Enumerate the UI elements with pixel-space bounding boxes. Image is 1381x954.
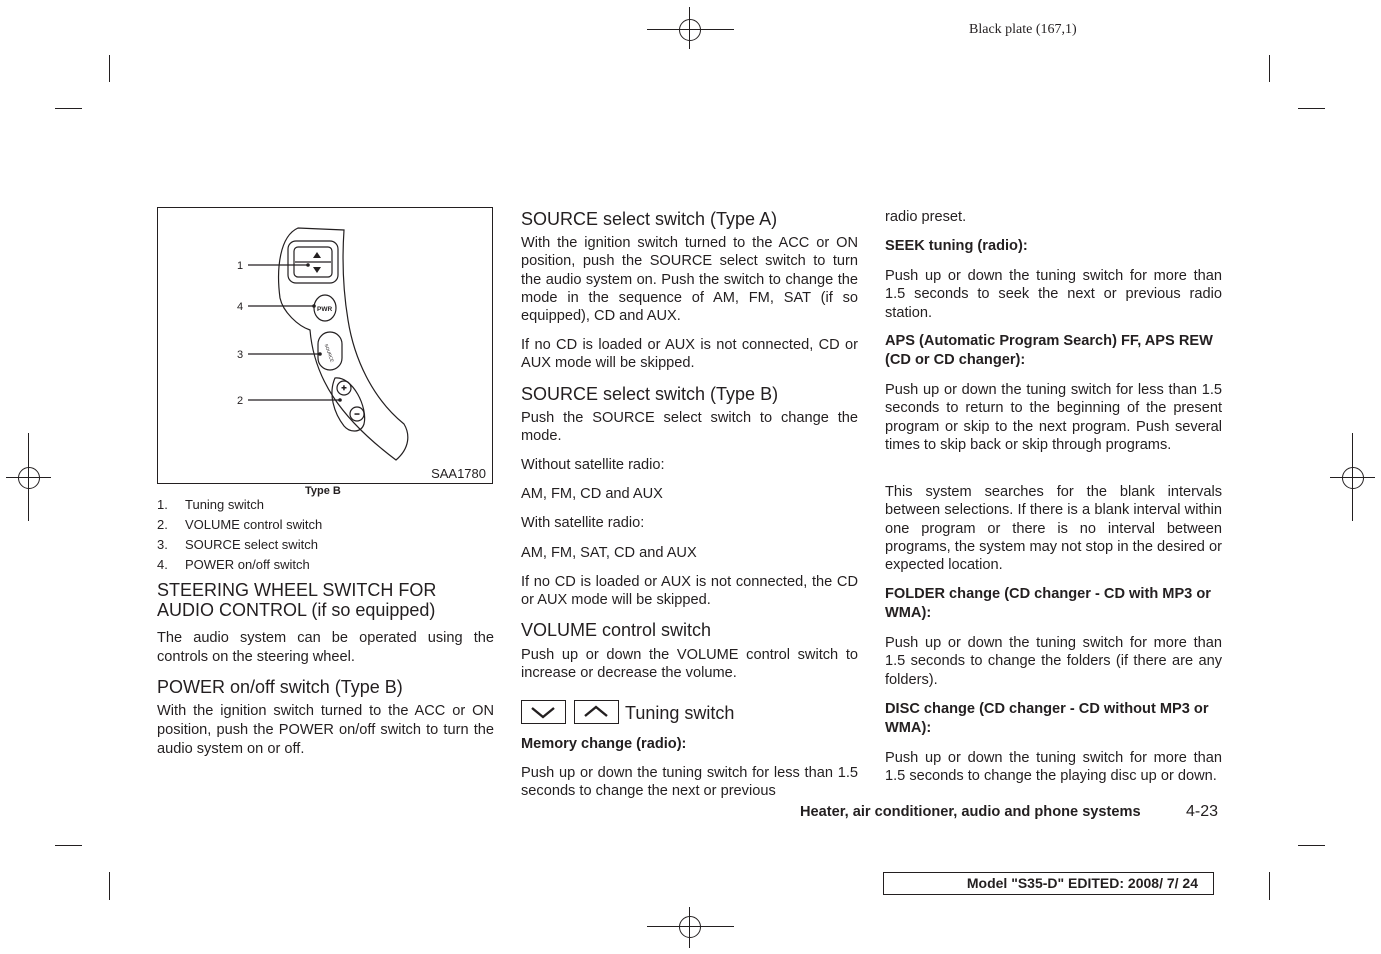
paragraph: AM, FM, CD and AUX — [521, 486, 663, 502]
list-item: 1. Tuning switch — [157, 497, 264, 512]
paragraph: If no CD is loaded or AUX is not connected, CD or AUX mode will be skipped. — [521, 337, 858, 372]
callout-4: 4 — [237, 301, 244, 313]
paragraph: AM, FM, SAT, CD and AUX — [521, 545, 697, 561]
subheading-aps: APS (Automatic Program Search) FF, APS REW (CD or CD changer): — [885, 333, 1213, 368]
page-number: 4-23 — [1186, 803, 1219, 820]
paragraph: With the ignition switch turned to the ACC or ON position, push the POWER on/off switch to turn the audio system on or off. — [157, 703, 494, 757]
callout-2: 2 — [237, 395, 244, 407]
plate-label: Black plate (167,1) — [969, 22, 1077, 37]
chevron-down-icon — [521, 700, 566, 724]
chevron-up-icon — [574, 700, 619, 724]
list-item: 4. POWER on/off switch — [157, 557, 310, 572]
section-heading-steering: STEERING WHEEL SWITCH FOR AUDIO CONTROL (if so equipped) — [157, 580, 437, 620]
heading-source-type-b: SOURCE select switch (Type B) — [521, 384, 779, 404]
footer-section-title: Heater, air conditioner, audio and phone systems — [800, 804, 1141, 820]
callout-3: 3 — [237, 349, 244, 361]
paragraph: Push up or down the tuning switch for more than 1.5 seconds to change the folders (if there are any folders). — [885, 635, 1222, 688]
figure-legend-list — [157, 496, 494, 576]
paragraph: Without satellite radio: — [521, 457, 665, 473]
heading-source-type-a: SOURCE select switch (Type A) — [521, 209, 778, 229]
paragraph: Push up or down the tuning switch for more than 1.5 seconds to seek the next or previous radio station. — [885, 268, 1222, 321]
heading-power-switch: POWER on/off switch (Type B) — [157, 677, 403, 697]
steering-switch-illustration — [158, 208, 492, 483]
paragraph: If no CD is loaded or AUX is not connected, the CD or AUX mode will be skipped. — [521, 574, 858, 609]
paragraph: Push up or down the tuning switch for less than 1.5 seconds to return to the beginning of the present program or skip to the next program. Push several times to skip back or skip through programs. — [885, 382, 1222, 453]
paragraph: Push the SOURCE select switch to change the mode. — [521, 410, 858, 445]
paragraph: With the ignition switch turned to the ACC or ON position, push the SOURCE select switch to turn the audio system on. Push the switch to change the mode in the sequence of AM, FM, SAT (if so equipped), CD and AUX. — [521, 235, 858, 325]
model-edit-box: Model "S35-D" EDITED: 2008/ 7/ 24 — [883, 872, 1214, 895]
paragraph: Push up or down the tuning switch for more than 1.5 seconds to change the playing disc up or down. — [885, 750, 1222, 785]
figure-code: SAA1780 — [431, 466, 486, 481]
subheading-seek-tuning: SEEK tuning (radio): — [885, 238, 1028, 254]
paragraph: Push up or down the VOLUME control switch to increase or decrease the volume. — [521, 647, 858, 682]
steering-switch-figure — [157, 207, 493, 484]
paragraph: With satellite radio: — [521, 515, 645, 531]
callout-1: 1 — [237, 260, 244, 272]
subheading-folder-change: FOLDER change (CD changer - CD with MP3 or WMA): — [885, 586, 1211, 621]
list-item: 3. SOURCE select switch — [157, 537, 318, 552]
list-item: 2. VOLUME control switch — [157, 517, 323, 532]
heading-tuning-switch: Tuning switch — [625, 703, 735, 723]
pwr-label: PWR — [317, 306, 333, 313]
paragraph: This system searches for the blank intervals between selections. If there is a blank interval within one program or there is no interval between programs, the system may not stop in the desired or expected location. — [885, 484, 1222, 574]
paragraph: The audio system can be operated using the controls on the steering wheel. — [157, 630, 494, 665]
subheading-disc-change: DISC change (CD changer - CD without MP3 or WMA): — [885, 701, 1209, 736]
paragraph: Push up or down the tuning switch for less than 1.5 seconds to change the next or previous — [521, 765, 858, 800]
paragraph: radio preset. — [885, 209, 967, 225]
figure-caption: Type B — [305, 485, 341, 497]
subheading-memory-change: Memory change (radio): — [521, 736, 687, 752]
source-label: SOURCE — [323, 343, 335, 363]
heading-volume-switch: VOLUME control switch — [521, 620, 712, 640]
